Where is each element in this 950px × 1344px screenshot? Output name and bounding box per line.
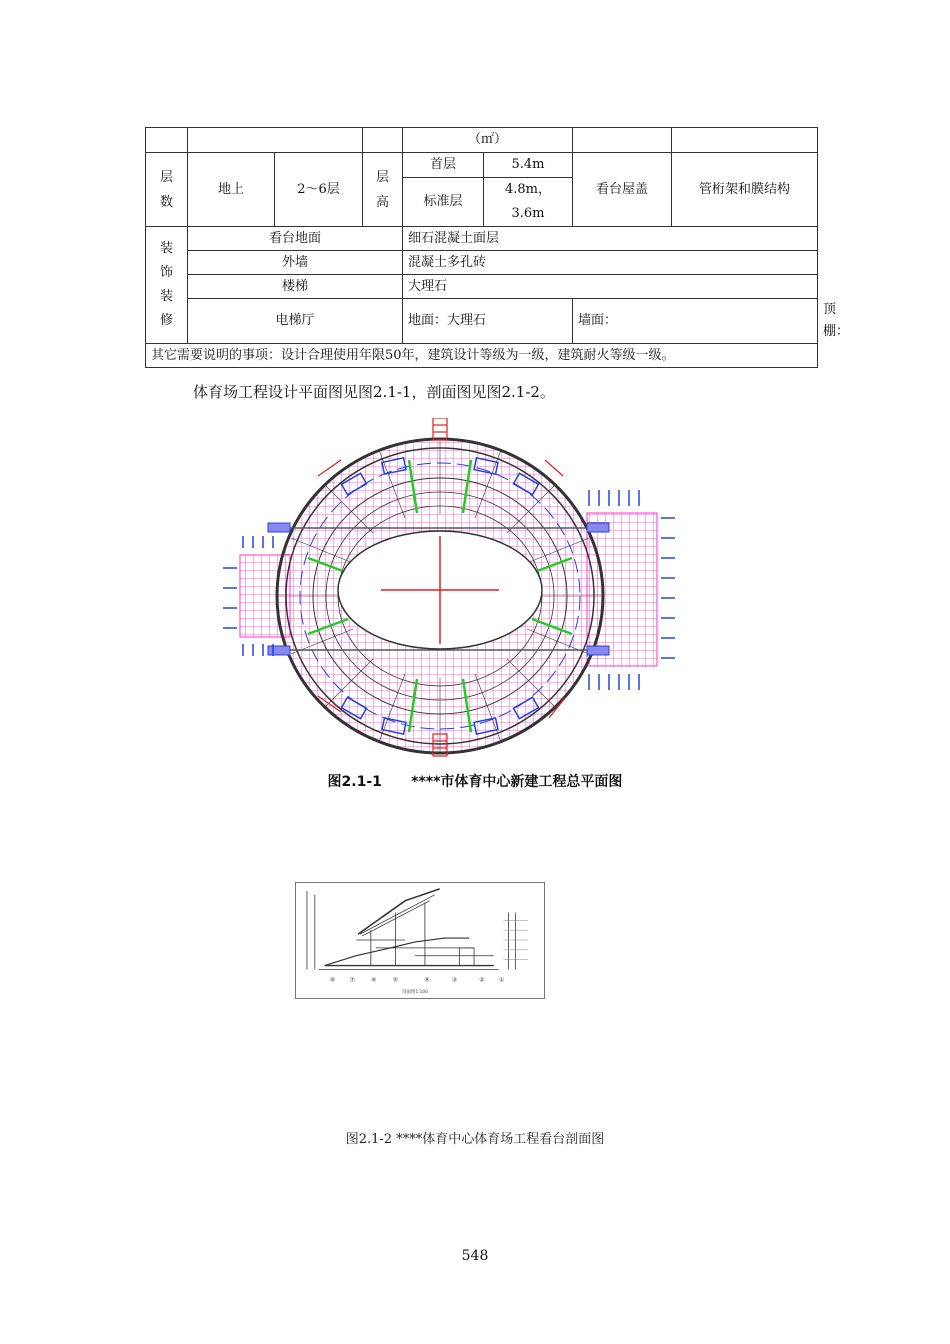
decoration-item: 楼梯 [188,275,403,299]
first-floor-value: 5.4m [484,153,573,178]
floors-above: 地上 [188,153,275,227]
decoration-value: 大理石 [403,275,818,299]
first-floor-label: 首层 [403,153,484,178]
axis-label: ⑦ [349,977,355,984]
standard-floor-value: 4.8m，3.6m [484,178,573,227]
floors-value: 2～6层 [275,153,363,227]
building-spec-table: （㎡） 层数 地上 2～6层 层高 首层 5.4m 看台屋盖 管桁架和膜结构 标准层 4.8m，3.6m 装饰装修 看台地面 细石混凝土面层 外墙 混凝土多孔砖 楼梯 大理石 电梯厅 地面：大理石 墙面： 顶棚： 其它需要说明的事项：设计合理使用年限50年，建筑设计等级为一级，建筑耐火等级一级。 [145,127,818,368]
figure-1-caption: 图2.1-1 ****市体育中心新建工程总平面图 [327,774,623,790]
axis-label: ② [479,977,485,984]
body-paragraph: 体育场工程设计平面图见图2.1-1，剖面图见图2.1-2。 [193,383,555,401]
roof-value: 管桁架和膜结构 [672,153,818,227]
height-label: 层高 [363,153,403,227]
figure-2-caption: 图2.1-2 ****体育中心体育场工程看台剖面图 [345,1132,605,1147]
roof-label: 看台屋盖 [573,153,672,227]
axis-label: ⑧ [329,977,336,984]
unit-cell: （㎡） [403,128,573,153]
section-scale-label: 剖面图1:100 [402,990,429,996]
elevator-floor: 地面：大理石 [403,299,573,344]
stadium-site-plan [213,418,693,758]
page-number: 548 [461,1248,489,1264]
standard-floor-label: 标准层 [403,178,484,227]
table-cell [188,128,363,153]
floors-label: 层数 [146,153,188,227]
table-cell [573,128,672,153]
axis-labels [330,976,504,983]
table-cell [146,128,188,153]
table-cell [672,128,818,153]
decoration-item: 看台地面 [188,227,403,251]
table-cell [363,128,403,153]
table-note: 其它需要说明的事项：设计合理使用年限50年，建筑设计等级为一级，建筑耐火等级一级。 [146,344,818,368]
elevator-item: 电梯厅 [188,299,403,344]
axis-label: ④ [424,977,430,984]
decoration-value: 细石混凝土面层 [403,227,818,251]
decoration-value: 混凝土多孔砖 [403,251,818,275]
axis-label: ① [498,977,505,984]
axis-label: ③ [451,977,458,984]
axis-label: ⑤ [392,977,399,984]
decoration-label: 装饰装修 [146,227,188,344]
elevator-wall: 墙面： [573,299,818,344]
axis-label: ⑥ [371,977,377,984]
decoration-item: 外墙 [188,251,403,275]
stadium-section-drawing [295,882,545,999]
